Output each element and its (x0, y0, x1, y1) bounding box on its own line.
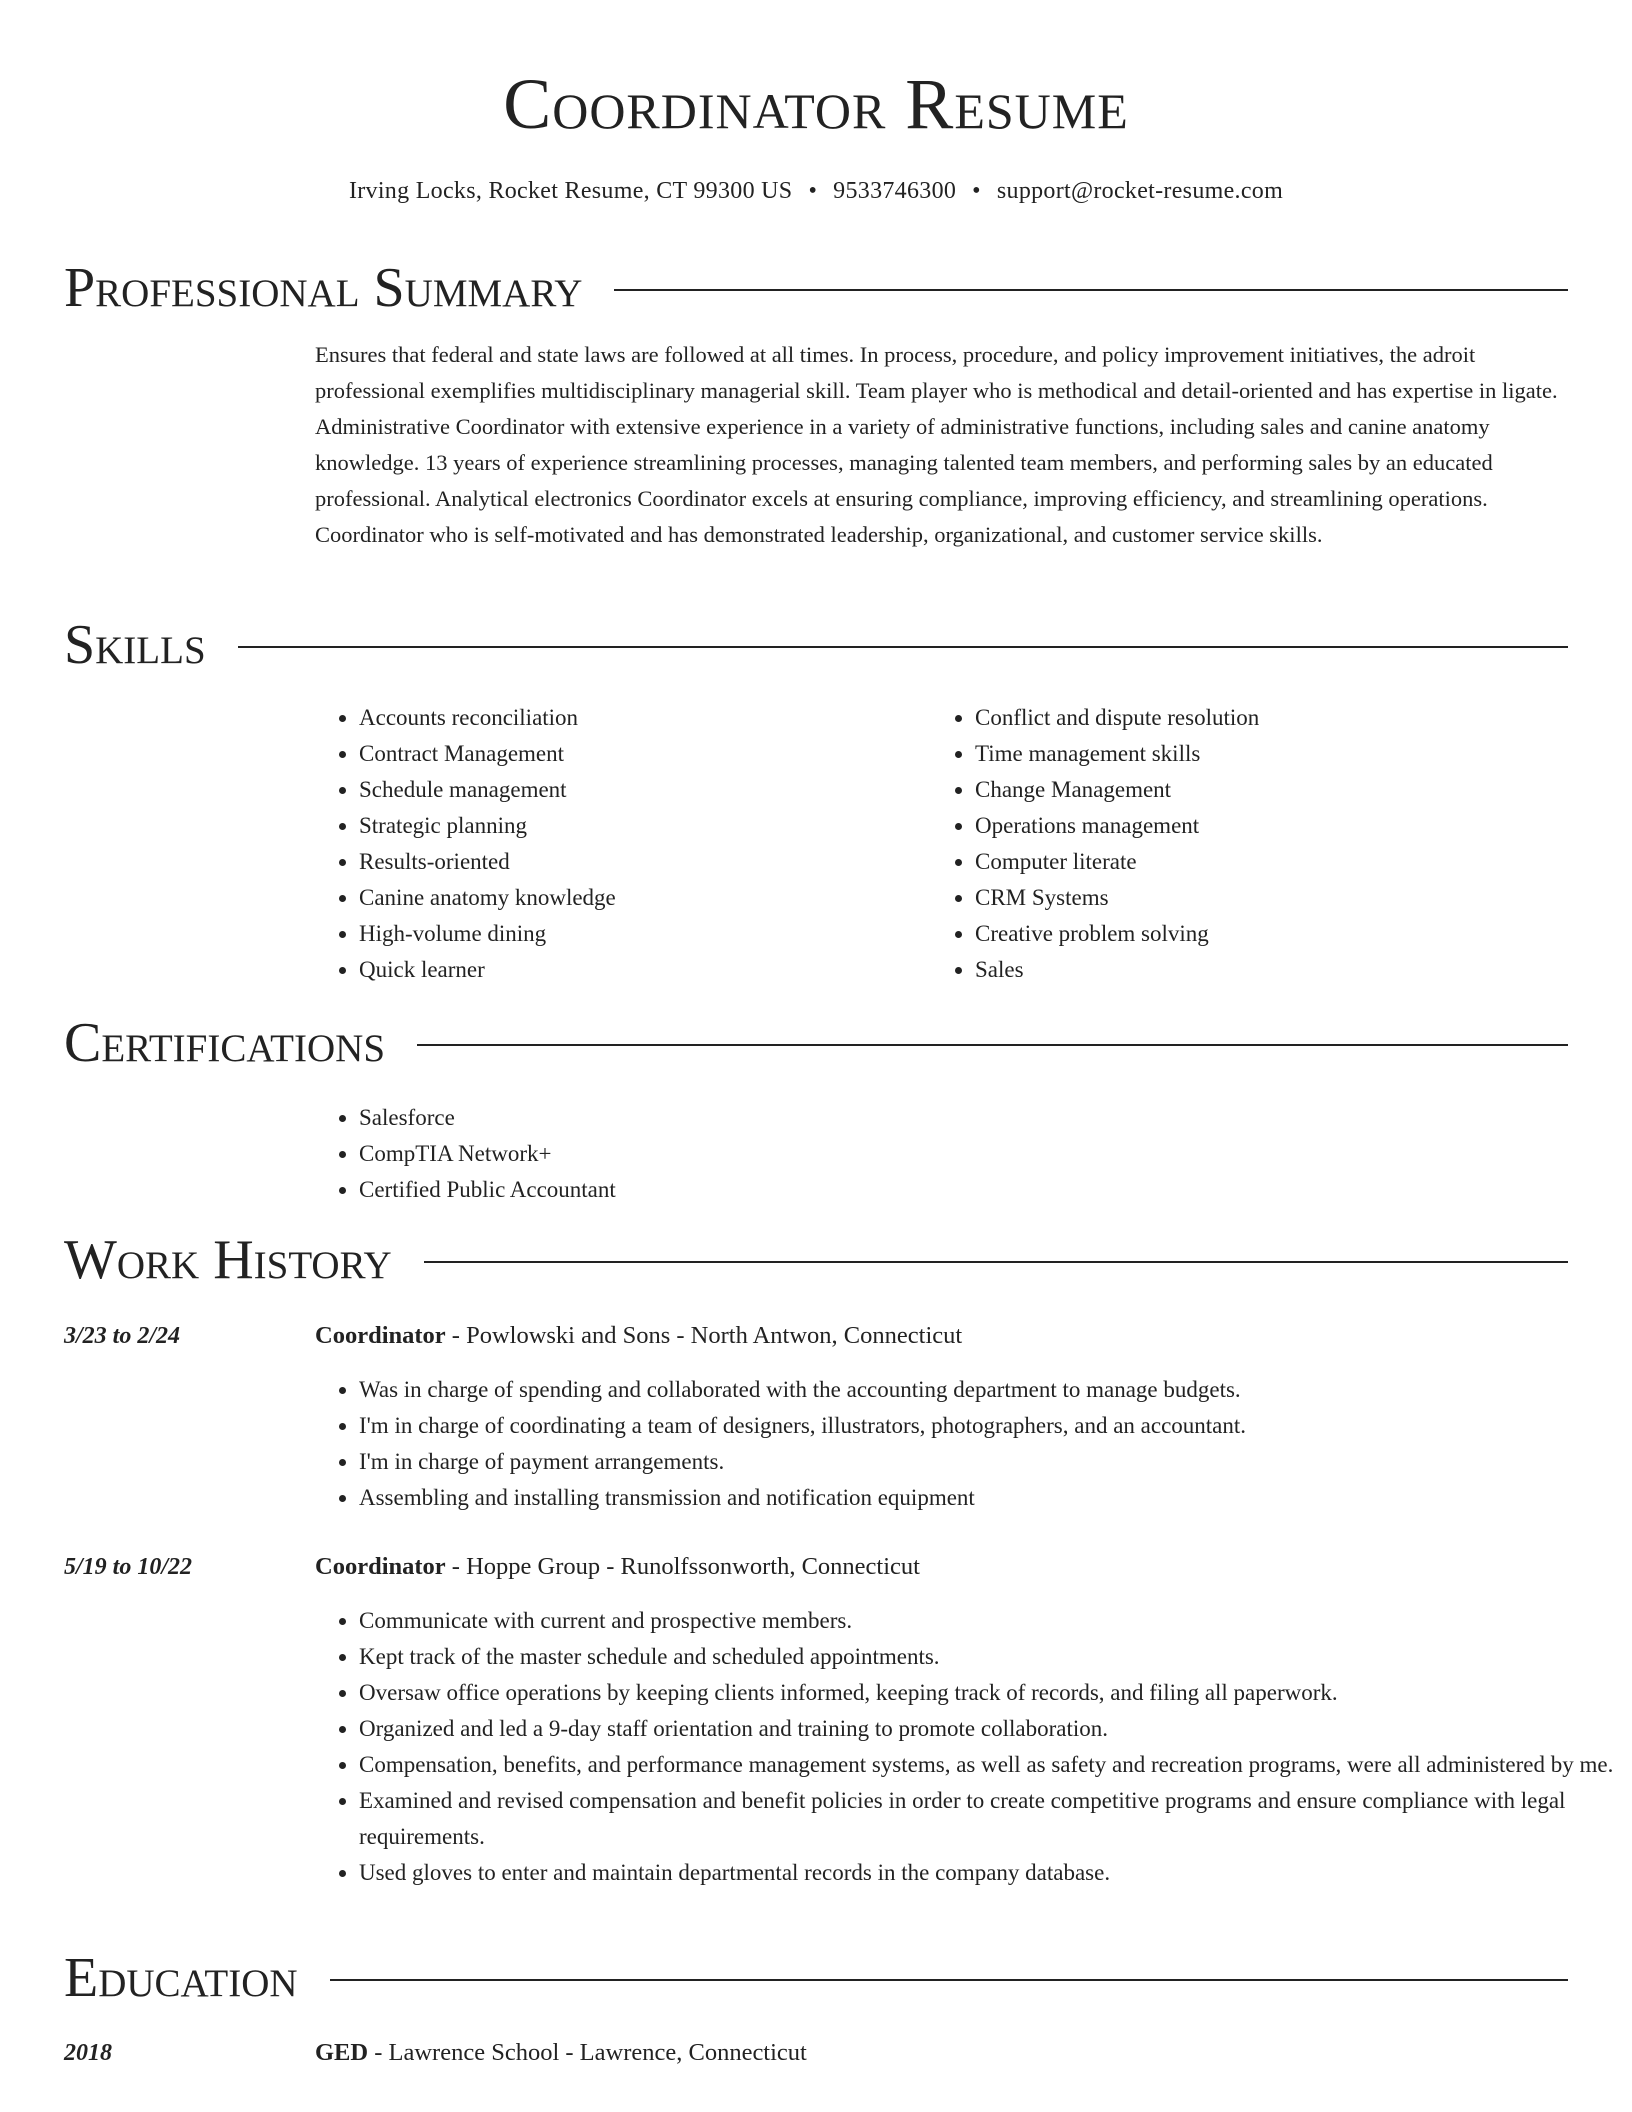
skill-item: • Contract Management (359, 736, 919, 772)
skills-list-right (931, 700, 1575, 988)
skill-item: • Time management skills (975, 736, 1575, 772)
summary-text: Ensures that federal and state laws are followed at all times. In process, procedure, and policy improvement initiatives, the adroit professional exemplifies multidisciplinary managerial skill. Team player who is methodical and detail-oriented and has expertise in ligate. Administrative Coordinator with extensive experience in a variety of administrative functions, including sales and canine anatomy knowledge. 13 years of experience streamlining processes, managing talented team members, and performing sales by an educated professional. Analytical electronics Coordinator excels at ensuring compliance, improving efficiency, and streamlining operations. Coordinator who is self-motivated and has demonstrated leadership, organizational, and customer service skills. (315, 342, 1558, 547)
education-school-location: - Lawrence School - Lawrence, Connecticut (368, 2039, 807, 2066)
job-employer-location: - Hoppe Group - Runolfssonworth, Connecticut (445, 1553, 920, 1580)
section-header-skills (64, 612, 1568, 678)
section-divider (614, 289, 1568, 291)
section-header-education (64, 1945, 1568, 2011)
job-title: Coordinator (315, 1553, 446, 1580)
certification-item: • Salesforce (359, 1100, 1159, 1136)
job-bullet: • I'm in charge of payment arrangements. (359, 1444, 1619, 1480)
section-divider (330, 1979, 1568, 1981)
job-bullet: • Was in charge of spending and collaborated with the accounting department to manage budgets. (359, 1372, 1619, 1408)
job-dates: 3/23 to 2/24 (64, 1323, 181, 1349)
job-bullet: • Oversaw office operations by keeping clients informed, keeping track of records, and filing all paperwork. (359, 1675, 1619, 1711)
certification-item: • CompTIA Network+ (359, 1136, 1159, 1172)
skill-item: • Accounts reconciliation (359, 700, 919, 736)
job-bullet: • Examined and revised compensation and benefit policies in order to create competitive programs and ensure compliance with legal requirements. (359, 1783, 1619, 1855)
job-bullet: • Assembling and installing transmission and notification equipment (359, 1480, 1619, 1516)
section-header-summary (64, 255, 1568, 321)
section-divider (238, 646, 1568, 648)
education-year: 2018 (64, 2040, 112, 2066)
job-employer-location: - Powlowski and Sons - North Antwon, Connecticut (445, 1322, 963, 1349)
contact-email: support@rocket-resume.com (996, 178, 1284, 204)
skill-item: • Change Management (975, 772, 1575, 808)
section-header-work-history (64, 1227, 1568, 1293)
job-bullet: • Kept track of the master schedule and scheduled appointments. (359, 1639, 1619, 1675)
skill-item: • High-volume dining (359, 916, 919, 952)
job-bullet: • Organized and led a 9-day staff orientation and training to promote collaboration. (359, 1711, 1619, 1747)
skill-item: • Strategic planning (359, 808, 919, 844)
skill-item: • Operations management (975, 808, 1575, 844)
section-title-education: Education (64, 1947, 298, 2009)
section-header-certifications (64, 1010, 1568, 1076)
job-bullets (315, 1372, 1619, 1516)
contact-separator: • (808, 178, 818, 204)
skill-item: • Creative problem solving (975, 916, 1575, 952)
job-bullet: • Used gloves to enter and maintain departmental records in the company database. (359, 1855, 1619, 1891)
job-title: Coordinator (315, 1322, 446, 1349)
section-divider (417, 1044, 1568, 1046)
job-bullet: • Compensation, benefits, and performance management systems, as well as safety and recreation programs, were all administered by me. (359, 1747, 1619, 1783)
resume-title: Coordinator Resume (503, 64, 1129, 144)
job-bullets (315, 1603, 1619, 1891)
certification-item: • Certified Public Accountant (359, 1172, 1159, 1208)
skill-item: • CRM Systems (975, 880, 1575, 916)
contact-phone: 9533746300 (833, 178, 957, 204)
job-dates: 5/19 to 10/22 (64, 1554, 193, 1580)
section-divider (424, 1261, 1568, 1263)
section-title-work-history: Work History (64, 1229, 392, 1291)
skill-item: • Conflict and dispute resolution (975, 700, 1575, 736)
skill-item: • Quick learner (359, 952, 919, 988)
education-heading (315, 2035, 807, 2071)
section-title-summary: Professional Summary (64, 257, 583, 319)
skill-item: • Canine anatomy knowledge (359, 880, 919, 916)
skill-item: • Schedule management (359, 772, 919, 808)
job-bullet: • Communicate with current and prospective members. (359, 1603, 1619, 1639)
job-heading (315, 1549, 920, 1585)
job-heading (315, 1318, 962, 1354)
contact-separator: • (972, 178, 981, 204)
contact-address: Irving Locks, Rocket Resume, CT 99300 US (348, 178, 793, 204)
certifications-list (315, 1100, 1159, 1208)
skills-list-left (315, 700, 919, 988)
skill-item: • Results-oriented (359, 844, 919, 880)
skill-item: • Computer literate (975, 844, 1575, 880)
section-title-certifications: Certifications (64, 1012, 386, 1074)
section-title-skills: Skills (64, 614, 206, 676)
contact-line (0, 173, 1632, 209)
education-degree: GED (315, 2039, 369, 2066)
job-bullet: • I'm in charge of coordinating a team of designers, illustrators, photographers, and an accountant. (359, 1408, 1619, 1444)
skill-item: • Sales (975, 952, 1575, 988)
